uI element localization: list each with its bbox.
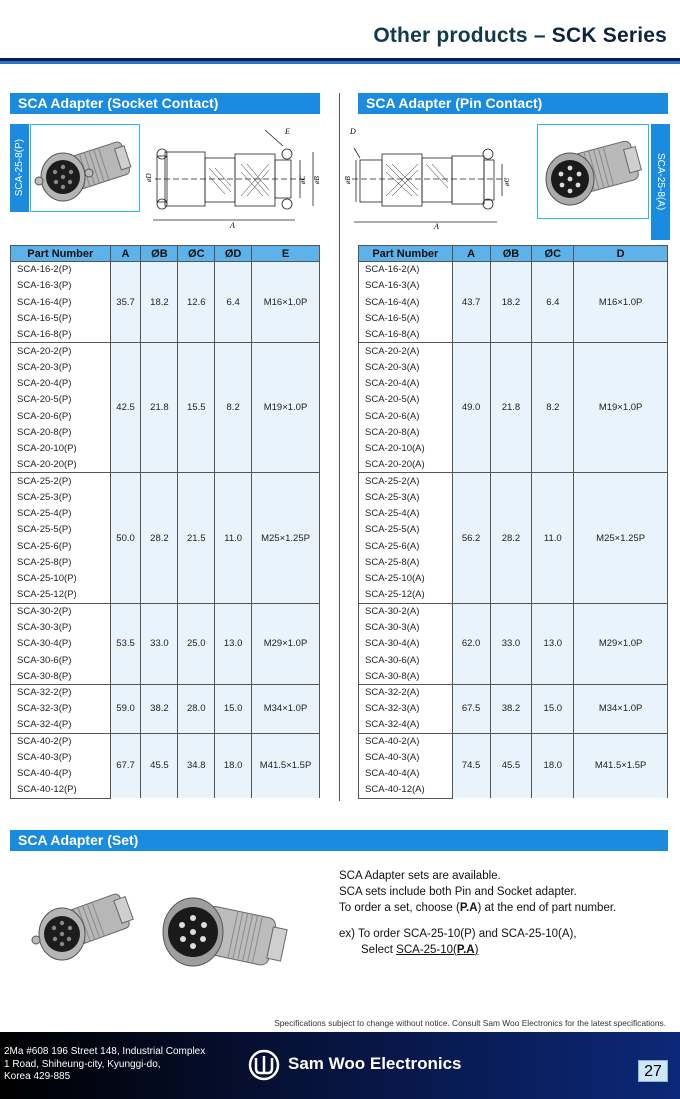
pin-col-header: A [452,246,490,262]
part-number-cell: SCA-40-3(A) [359,749,453,765]
dim-b-label: øB [344,176,352,184]
dimension-cell: 8.2 [215,343,252,473]
dimension-cell: 45.5 [490,733,532,798]
part-number-cell: SCA-30-6(P) [11,652,111,668]
part-number-cell: SCA-25-2(A) [359,473,453,489]
part-number-cell: SCA-16-5(A) [359,310,453,326]
part-number-cell: SCA-30-8(P) [11,668,111,684]
pin-table-row [359,473,668,489]
dimension-cell: 28.0 [178,684,215,733]
part-number-cell: SCA-40-2(A) [359,733,453,749]
socket-table-row [11,473,320,489]
part-number-cell: SCA-30-4(P) [11,636,111,652]
socket-spec-table [10,245,320,799]
socket-adapter-drawing [145,124,330,230]
spec-disclaimer: Specifications subject to change without notice. Consult Sam Woo Electronics for the latest specifications. [274,1018,666,1028]
part-number-cell: SCA-25-5(A) [359,522,453,538]
socket-side-label: SCA-25-8(P) [10,124,29,212]
pin-col-header: ØC [532,246,574,262]
pin-table-row [359,262,668,278]
part-number-cell: SCA-25-6(P) [11,538,111,554]
dim-a-label: A [434,222,439,230]
part-number-cell: SCA-20-2(A) [359,343,453,359]
part-number-cell: SCA-32-2(A) [359,684,453,700]
dim-d-label: D [350,127,356,136]
set-order-line: To order a set, choose (P.A) at the end of part number. [339,902,617,914]
dimension-cell: 25.0 [178,603,215,684]
dimension-cell: 38.2 [141,684,178,733]
dimension-cell: 21.5 [178,473,215,603]
part-number-cell: SCA-20-5(P) [11,392,111,408]
part-number-cell: SCA-25-3(A) [359,489,453,505]
part-number-cell: SCA-16-2(A) [359,262,453,278]
dim-e-label: E [285,127,290,136]
dimension-cell: 12.6 [178,262,215,343]
dim-c-label: øC [503,177,511,186]
pin-table-row [359,733,668,749]
part-number-cell: SCA-20-8(P) [11,424,111,440]
dimension-cell: 67.5 [452,684,490,733]
part-number-cell: SCA-25-8(A) [359,554,453,570]
dimension-cell: M41.5×1.5P [574,733,668,798]
set-socket-photo [20,878,145,970]
socket-table-row [11,343,320,359]
part-number-cell: SCA-16-2(P) [11,262,111,278]
page-title [373,24,667,48]
dimension-cell: M34×1.0P [574,684,668,733]
set-pin-photo [155,888,300,980]
dimension-cell: M16×1.0P [574,262,668,343]
part-number-cell: SCA-25-4(A) [359,505,453,521]
dimension-cell: M25×1.25P [252,473,320,603]
part-number-cell: SCA-16-3(P) [11,278,111,294]
part-number-cell: SCA-32-3(P) [11,701,111,717]
dimension-cell: 15.0 [532,684,574,733]
pin-col-header: ØB [490,246,532,262]
dimension-cell: 49.0 [452,343,490,473]
samwoo-logo-icon [247,1048,281,1082]
part-number-cell: SCA-30-2(A) [359,603,453,619]
part-number-cell: SCA-20-5(A) [359,392,453,408]
dimension-cell: 8.2 [532,343,574,473]
dim-a-label: A [230,221,235,230]
part-number-cell: SCA-16-8(A) [359,327,453,343]
part-number-cell: SCA-16-8(P) [11,327,111,343]
dimension-cell: 28.2 [490,473,532,603]
dimension-cell: 18.2 [490,262,532,343]
part-number-cell: SCA-16-4(P) [11,294,111,310]
dimension-cell: 56.2 [452,473,490,603]
dimension-cell: 15.0 [215,684,252,733]
socket-col-header: ØC [178,246,215,262]
dimension-cell: 35.7 [110,262,141,343]
part-number-cell: SCA-20-4(A) [359,375,453,391]
pin-side-label: SCA-25-8(A) [651,124,670,240]
part-number-cell: SCA-20-10(P) [11,440,111,456]
part-number-cell: SCA-30-6(A) [359,652,453,668]
dimension-cell: 18.2 [141,262,178,343]
dimension-cell: 11.0 [532,473,574,603]
pin-table-row [359,603,668,619]
dimension-cell: 21.8 [141,343,178,473]
dimension-cell: 6.4 [215,262,252,343]
title-prefix: Other products – [373,24,552,47]
dimension-cell: M25×1.25P [574,473,668,603]
socket-table-row [11,603,320,619]
part-number-cell: SCA-25-4(P) [11,505,111,521]
socket-col-header: ØD [215,246,252,262]
set-description [339,868,616,958]
part-number-cell: SCA-40-12(P) [11,782,111,798]
pin-col-header: D [574,246,668,262]
dimension-cell: M34×1.0P [252,684,320,733]
socket-table-row [11,684,320,700]
dimension-cell: 62.0 [452,603,490,684]
dimension-cell: 6.4 [532,262,574,343]
dimension-cell: 38.2 [490,684,532,733]
part-number-cell: SCA-40-2(P) [11,733,111,749]
pin-spec-table [358,245,668,799]
set-example-line: ex) To order SCA-25-10(P) and SCA-25-10(A), [339,928,577,940]
dimension-cell: M41.5×1.5P [252,733,320,798]
socket-section-title: SCA Adapter (Socket Contact) [10,93,320,114]
part-number-cell: SCA-20-6(A) [359,408,453,424]
socket-col-header: A [110,246,141,262]
part-number-cell: SCA-30-3(A) [359,619,453,635]
company-address: 2Ma #608 196 Street 148, Industrial Complex 1 Road, Shiheung-city, Kyunggi-do, Korea 429-885 [4,1046,206,1082]
dim-b-label: øB [313,176,321,184]
dim-d-label: øD [145,173,153,182]
part-number-cell: SCA-40-12(A) [359,782,453,798]
part-number-cell: SCA-40-4(P) [11,766,111,782]
part-number-cell: SCA-20-20(P) [11,457,111,473]
part-number-cell: SCA-16-3(A) [359,278,453,294]
dimension-cell: 15.5 [178,343,215,473]
part-number-cell: SCA-20-2(P) [11,343,111,359]
part-number-cell: SCA-20-4(P) [11,375,111,391]
part-number-cell: SCA-25-12(P) [11,587,111,603]
socket-table-row [11,733,320,749]
pin-section-title: SCA Adapter (Pin Contact) [358,93,668,114]
part-number-cell: SCA-25-5(P) [11,522,111,538]
set-section-title: SCA Adapter (Set) [10,830,668,851]
title-series: SCK Series [551,24,667,47]
part-number-cell: SCA-16-4(A) [359,294,453,310]
page-number: 27 [638,1060,668,1082]
part-number-cell: SCA-25-6(A) [359,538,453,554]
dimension-cell: 53.5 [110,603,141,684]
pin-adapter-drawing [342,124,532,230]
part-number-cell: SCA-30-3(P) [11,619,111,635]
part-number-cell: SCA-40-3(P) [11,749,111,765]
dimension-cell: M16×1.0P [252,262,320,343]
part-number-cell: SCA-25-10(A) [359,571,453,587]
part-number-cell: SCA-30-8(A) [359,668,453,684]
socket-col-header: ØB [141,246,178,262]
part-number-cell: SCA-32-3(A) [359,701,453,717]
part-number-cell: SCA-20-10(A) [359,440,453,456]
header-rule [0,58,680,64]
part-number-cell: SCA-30-2(P) [11,603,111,619]
company-brand: Sam Woo Electronics [288,1054,462,1073]
part-number-cell: SCA-32-4(P) [11,717,111,733]
part-number-cell: SCA-20-3(A) [359,359,453,375]
dimension-cell: 67.7 [110,733,141,798]
dimension-cell: 59.0 [110,684,141,733]
part-number-cell: SCA-25-2(P) [11,473,111,489]
dimension-cell: 18.0 [215,733,252,798]
dimension-cell: M19×1.0P [252,343,320,473]
pin-table-row [359,684,668,700]
dimension-cell: 34.8 [178,733,215,798]
dimension-cell: 33.0 [141,603,178,684]
set-line-2: SCA sets include both Pin and Socket adapter. [339,886,577,898]
dim-c-label: øC [299,175,307,184]
pin-table-row [359,343,668,359]
dimension-cell: 42.5 [110,343,141,473]
socket-col-header: Part Number [11,246,111,262]
part-number-cell: SCA-30-4(A) [359,636,453,652]
part-number-cell: SCA-16-5(P) [11,310,111,326]
column-divider [339,93,340,801]
dimension-cell: 50.0 [110,473,141,603]
dimension-cell: 45.5 [141,733,178,798]
part-number-cell: SCA-32-2(P) [11,684,111,700]
part-number-cell: SCA-25-3(P) [11,489,111,505]
dimension-cell: 13.0 [532,603,574,684]
dimension-cell: 11.0 [215,473,252,603]
footer [0,1032,680,1099]
part-number-cell: SCA-20-8(A) [359,424,453,440]
part-number-cell: SCA-20-3(P) [11,359,111,375]
part-number-cell: SCA-20-20(A) [359,457,453,473]
part-number-cell: SCA-25-12(A) [359,587,453,603]
part-number-cell: SCA-20-6(P) [11,408,111,424]
set-line-1: SCA Adapter sets are available. [339,870,501,882]
dimension-cell: 21.8 [490,343,532,473]
dimension-cell: M29×1.0P [574,603,668,684]
dimension-cell: M19×1.0P [574,343,668,473]
part-number-cell: SCA-25-10(P) [11,571,111,587]
pin-adapter-photo [537,124,649,219]
socket-col-header: E [252,246,320,262]
dimension-cell: M29×1.0P [252,603,320,684]
dimension-cell: 43.7 [452,262,490,343]
dimension-cell: 13.0 [215,603,252,684]
pin-col-header: Part Number [359,246,453,262]
set-example-select: Select SCA-25-10(P.A) [361,944,479,956]
socket-adapter-photo [30,124,140,212]
dimension-cell: 28.2 [141,473,178,603]
part-number-cell: SCA-32-4(A) [359,717,453,733]
socket-table-row [11,262,320,278]
dimension-cell: 74.5 [452,733,490,798]
dimension-cell: 18.0 [532,733,574,798]
part-number-cell: SCA-25-8(P) [11,554,111,570]
part-number-cell: SCA-40-4(A) [359,766,453,782]
dimension-cell: 33.0 [490,603,532,684]
